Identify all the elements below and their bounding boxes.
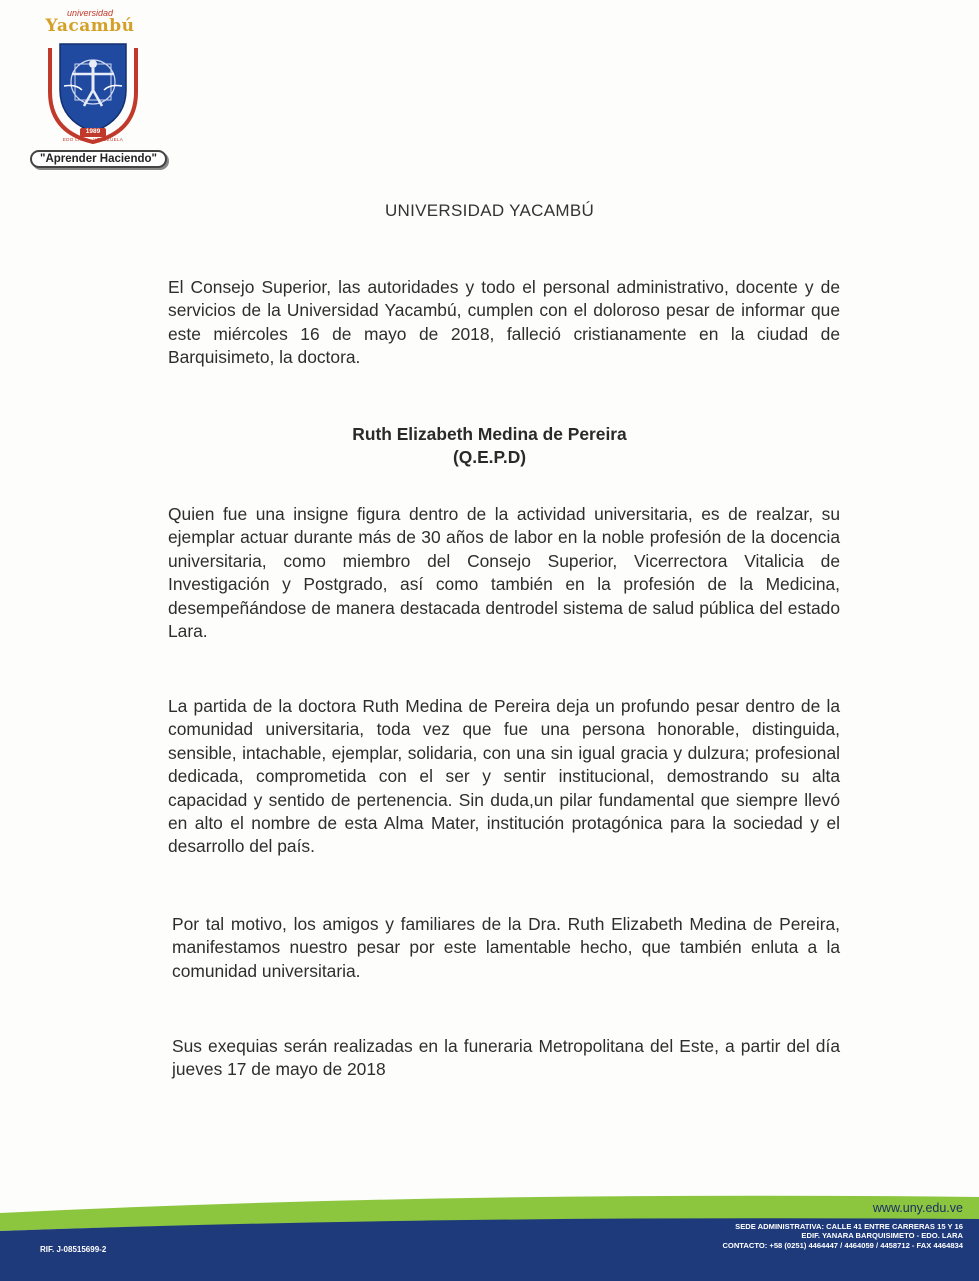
paragraph-funeral-info: Sus exequias serán realizadas en la funeraria Metropolitana del Este, a partir del día jueves 17 de mayo de 2018 bbox=[172, 1036, 840, 1080]
logo-location: EDO LARA - VENEZUELA bbox=[62, 137, 124, 142]
university-logo bbox=[40, 8, 150, 142]
logo-motto: "Aprender Haciendo" bbox=[30, 150, 167, 168]
paragraph-announcement: El Consejo Superior, las autoridades y todo el personal administrativo, docente y de servicios de la Universidad Yacambú, cumplen con el doloroso pesar de informar que este miércoles 16 de mayo de 2018, falleció cristianamente en la ciudad de Barquisimeto, la doctora. bbox=[168, 277, 840, 368]
footer-contact: CONTACTO: +58 (0251) 4464447 / 4464059 / 4458712 - FAX 4464834 bbox=[722, 1240, 963, 1250]
footer-address-line2: EDIF. YANARA BARQUISIMETO - EDO. LARA bbox=[801, 1231, 963, 1241]
paragraph-career: Quien fue una insigne figura dentro de la actividad universitaria, es de realzar, su ejemplar actuar durante más de 30 años de labor en la noble profesión de la docencia universitaria, como miembro del Consejo Superior, Vicerrectora Vitalicia de Investigación y Postgrado, así como también en la profesión de la Medicina, desempeñándose de manera destacada dentrodel sistema de salud pública del estado Lara. bbox=[168, 504, 840, 642]
footer-rif: RIF. J-08515699-2 bbox=[40, 1245, 107, 1254]
deceased-name: Ruth Elizabeth Medina de Pereira bbox=[352, 424, 627, 444]
document-heading: UNIVERSIDAD YACAMBÚ bbox=[384, 201, 595, 220]
footer-address-line1: SEDE ADMINISTRATIVA: CALLE 41 ENTRE CARRERAS 15 Y 16 bbox=[735, 1222, 963, 1231]
paragraph-condolences: Por tal motivo, los amigos y familiares de la Dra. Ruth Elizabeth Medina de Pereira, manifestamos nuestro pesar por este lamentable hecho, que también enluta a la comunidad universitaria. bbox=[172, 914, 840, 981]
footer-website: www.uny.edu.ve bbox=[872, 1201, 963, 1215]
logo-small-text: universidad bbox=[66, 8, 114, 18]
footer-address bbox=[722, 1222, 963, 1250]
logo-brand-text: Yacambú bbox=[45, 16, 135, 36]
paragraph-tribute: La partida de la doctora Ruth Medina de Pereira deja un profundo pesar dentro de la comunidad universitaria, toda vez que fue una persona honorable, distinguida, sensible, intachable, ejemplar, solidaria, con una sin igual gracia y dulzura; profesional dedicada, comprometida con el ser y sentir institucional, demostrando su alta capacidad y sentido de pertenencia. Sin duda,un pilar fundamental que siempre llevó en alto el nombre de esta Alma Mater, institución protagónica para la sociedad y el desarrollo del país. bbox=[168, 696, 840, 857]
logo-year: 1989 bbox=[85, 128, 101, 135]
qepd-label: (Q.E.P.D) bbox=[452, 447, 527, 467]
